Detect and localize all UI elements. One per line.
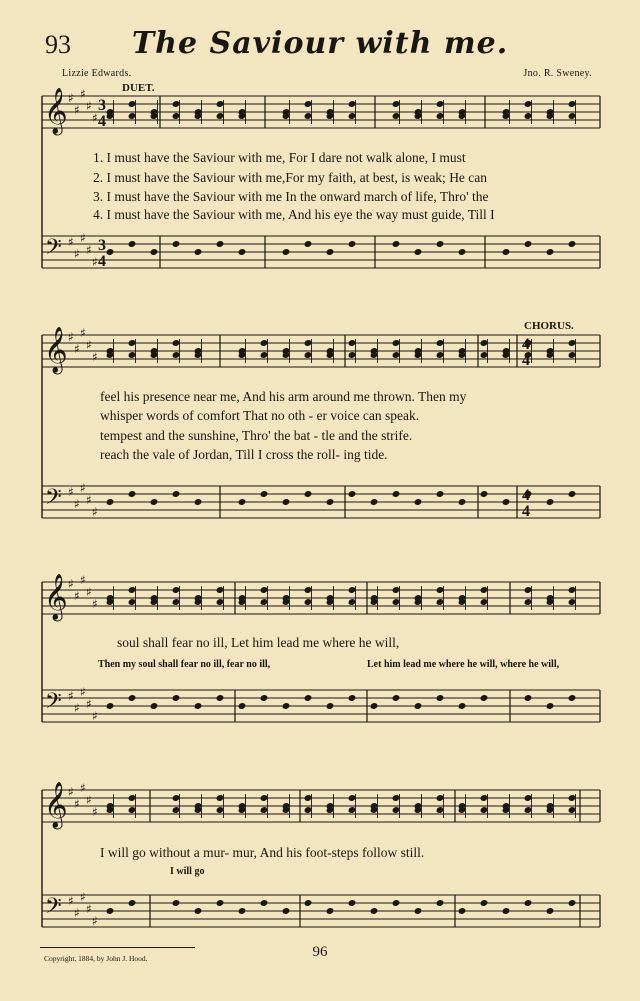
note-head bbox=[568, 899, 577, 907]
note-head bbox=[194, 498, 203, 506]
verse-1-line-1: 1. I must have the Saviour with me, For I dare not walk alone, I must bbox=[93, 150, 466, 165]
note-head bbox=[128, 694, 137, 702]
note-head bbox=[172, 240, 181, 248]
note-head bbox=[370, 498, 379, 506]
time-signature: 4 bbox=[98, 253, 106, 270]
note-head bbox=[238, 498, 247, 506]
sharp-sign: ♯ bbox=[68, 485, 74, 499]
sharp-sign: ♯ bbox=[74, 342, 80, 356]
time-signature: 4 bbox=[522, 336, 530, 353]
sharp-sign: ♯ bbox=[92, 709, 98, 723]
note-head bbox=[348, 899, 357, 907]
note-head bbox=[128, 899, 137, 907]
note-head bbox=[282, 248, 291, 256]
note-head bbox=[414, 498, 423, 506]
note-head bbox=[370, 907, 379, 915]
note-head bbox=[238, 248, 247, 256]
hymn-number: 93 bbox=[45, 30, 71, 59]
note-head bbox=[326, 702, 335, 710]
note-head bbox=[348, 240, 357, 248]
copyright-notice: Copyright, 1884, by John J. Hood. bbox=[44, 954, 148, 963]
sharp-sign: ♯ bbox=[92, 805, 98, 819]
verse-2-line-1: 2. I must have the Saviour with me,For my faith, at best, is weak; He can bbox=[93, 170, 488, 185]
sharp-sign: ♯ bbox=[92, 597, 98, 611]
sharp-sign: ♯ bbox=[68, 91, 74, 105]
note-head bbox=[326, 248, 335, 256]
note-head bbox=[480, 490, 489, 498]
sharp-sign: ♯ bbox=[74, 247, 80, 261]
sharp-sign: ♯ bbox=[68, 577, 74, 591]
note-head bbox=[458, 907, 467, 915]
note-head bbox=[370, 702, 379, 710]
note-head bbox=[414, 702, 423, 710]
note-head bbox=[348, 694, 357, 702]
time-signature: 3 bbox=[98, 237, 106, 254]
sharp-sign: ♯ bbox=[86, 902, 92, 916]
time-signature: 4 bbox=[522, 503, 530, 520]
sharp-sign: ♯ bbox=[74, 906, 80, 920]
note-head bbox=[216, 240, 225, 248]
note-head bbox=[546, 907, 555, 915]
note-head bbox=[392, 899, 401, 907]
treble-clef: 𝄞 bbox=[44, 782, 68, 828]
verse-1-line-2: feel his presence near me, And his arm around me thrown. Then my bbox=[100, 389, 467, 404]
sharp-sign: ♯ bbox=[74, 103, 80, 117]
music-credit: Jno. R. Sweney. bbox=[523, 68, 592, 79]
bass-clef: 𝄢 bbox=[45, 894, 62, 924]
sharp-sign: ♯ bbox=[92, 505, 98, 519]
chorus-marking: CHORUS. bbox=[524, 320, 574, 332]
verse-3-line-1: 3. I must have the Saviour with me In the onward march of life, Thro' the bbox=[93, 189, 489, 204]
sharp-sign: ♯ bbox=[74, 497, 80, 511]
note-head bbox=[194, 907, 203, 915]
note-head bbox=[304, 899, 313, 907]
note-head bbox=[392, 240, 401, 248]
sharp-sign: ♯ bbox=[86, 793, 92, 807]
note-head bbox=[524, 899, 533, 907]
time-signature: 3 bbox=[98, 97, 106, 114]
note-head bbox=[458, 702, 467, 710]
treble-clef: 𝄞 bbox=[44, 574, 68, 620]
sharp-sign: ♯ bbox=[68, 689, 74, 703]
note-head bbox=[282, 907, 291, 915]
bass-clef: 𝄢 bbox=[45, 485, 62, 515]
note-head bbox=[282, 702, 291, 710]
note-head bbox=[524, 694, 533, 702]
sharp-sign: ♯ bbox=[80, 231, 86, 245]
note-head bbox=[304, 240, 313, 248]
sharp-sign: ♯ bbox=[92, 914, 98, 928]
note-head bbox=[392, 490, 401, 498]
note-head bbox=[194, 702, 203, 710]
note-head bbox=[524, 240, 533, 248]
note-head bbox=[304, 694, 313, 702]
note-head bbox=[458, 498, 467, 506]
note-head bbox=[282, 498, 291, 506]
sharp-sign: ♯ bbox=[74, 797, 80, 811]
note-head bbox=[216, 694, 225, 702]
sharp-sign: ♯ bbox=[92, 350, 98, 364]
sharp-sign: ♯ bbox=[68, 894, 74, 908]
note-head bbox=[502, 907, 511, 915]
note-head bbox=[106, 248, 115, 256]
page-number: 96 bbox=[312, 944, 328, 960]
treble-clef: 𝄞 bbox=[44, 327, 68, 373]
sharp-sign: ♯ bbox=[68, 235, 74, 249]
chorus-bass-lyric-2: Let him lead me where he will, where he will, bbox=[367, 659, 560, 670]
note-head bbox=[106, 498, 115, 506]
note-head bbox=[392, 694, 401, 702]
note-head bbox=[436, 899, 445, 907]
time-signature: 4 bbox=[522, 487, 530, 504]
treble-clef: 𝄞 bbox=[44, 88, 68, 134]
note-head bbox=[546, 248, 555, 256]
sharp-sign: ♯ bbox=[86, 243, 92, 257]
sharp-sign: ♯ bbox=[80, 573, 86, 587]
note-head bbox=[568, 694, 577, 702]
sharp-sign: ♯ bbox=[86, 338, 92, 352]
note-head bbox=[172, 490, 181, 498]
chorus-lyric-2: I will go without a mur- mur, And his foot-steps follow still. bbox=[100, 845, 425, 860]
sharp-sign: ♯ bbox=[80, 326, 86, 340]
note-head bbox=[128, 490, 137, 498]
note-head bbox=[326, 907, 335, 915]
note-head bbox=[216, 899, 225, 907]
note-head bbox=[436, 490, 445, 498]
verse-4-line-2: reach the vale of Jordan, Till I cross the roll- ing tide. bbox=[100, 447, 388, 462]
note-head bbox=[458, 248, 467, 256]
sharp-sign: ♯ bbox=[92, 255, 98, 269]
sharp-sign: ♯ bbox=[80, 87, 86, 101]
note-head bbox=[172, 899, 181, 907]
bass-clef: 𝄢 bbox=[45, 689, 62, 719]
sharp-sign: ♯ bbox=[68, 785, 74, 799]
note-head bbox=[436, 694, 445, 702]
sharp-sign: ♯ bbox=[80, 685, 86, 699]
note-head bbox=[260, 899, 269, 907]
note-head bbox=[172, 694, 181, 702]
note-head bbox=[150, 498, 159, 506]
note-head bbox=[128, 240, 137, 248]
note-head bbox=[414, 248, 423, 256]
note-head bbox=[436, 240, 445, 248]
note-head bbox=[106, 702, 115, 710]
sharp-sign: ♯ bbox=[86, 697, 92, 711]
verse-2-line-2: whisper words of comfort That no oth - er voice can speak. bbox=[100, 408, 420, 423]
chorus-bass-lyric-1: Then my soul shall fear no ill, fear no ill, bbox=[98, 659, 271, 670]
note-head bbox=[326, 498, 335, 506]
note-head bbox=[150, 248, 159, 256]
note-head bbox=[260, 694, 269, 702]
note-head bbox=[238, 702, 247, 710]
sharp-sign: ♯ bbox=[86, 585, 92, 599]
hymn-title: The Saviour with me. bbox=[131, 26, 509, 61]
note-head bbox=[414, 907, 423, 915]
note-head bbox=[480, 899, 489, 907]
note-head bbox=[238, 907, 247, 915]
bass-clef: 𝄢 bbox=[45, 235, 62, 265]
sharp-sign: ♯ bbox=[68, 330, 74, 344]
verse-4-line-1: 4. I must have the Saviour with me, And his eye the way must guide, Till I bbox=[93, 207, 495, 222]
sharp-sign: ♯ bbox=[80, 890, 86, 904]
note-head bbox=[480, 694, 489, 702]
sharp-sign: ♯ bbox=[74, 701, 80, 715]
note-head bbox=[348, 490, 357, 498]
note-head bbox=[304, 490, 313, 498]
chorus-lyric-1: soul shall fear no ill, Let him lead me where he will, bbox=[117, 635, 400, 650]
note-head bbox=[194, 248, 203, 256]
chorus-bass-lyric-3: I will go bbox=[170, 866, 205, 877]
note-head bbox=[502, 248, 511, 256]
time-signature: 4 bbox=[522, 352, 530, 369]
sharp-sign: ♯ bbox=[92, 111, 98, 125]
time-signature: 4 bbox=[98, 113, 106, 130]
note-head bbox=[106, 907, 115, 915]
verse-3-line-2: tempest and the sunshine, Thro' the bat - tle and the strife. bbox=[100, 428, 413, 443]
note-head bbox=[502, 498, 511, 506]
note-head bbox=[546, 702, 555, 710]
sharp-sign: ♯ bbox=[86, 99, 92, 113]
sharp-sign: ♯ bbox=[80, 481, 86, 495]
note-head bbox=[260, 490, 269, 498]
note-head bbox=[568, 490, 577, 498]
sharp-sign: ♯ bbox=[74, 589, 80, 603]
note-head bbox=[568, 240, 577, 248]
sharp-sign: ♯ bbox=[86, 493, 92, 507]
note-head bbox=[546, 498, 555, 506]
words-credit: Lizzie Edwards. bbox=[62, 68, 132, 79]
duet-marking: DUET. bbox=[122, 82, 155, 94]
note-head bbox=[150, 702, 159, 710]
sharp-sign: ♯ bbox=[80, 781, 86, 795]
